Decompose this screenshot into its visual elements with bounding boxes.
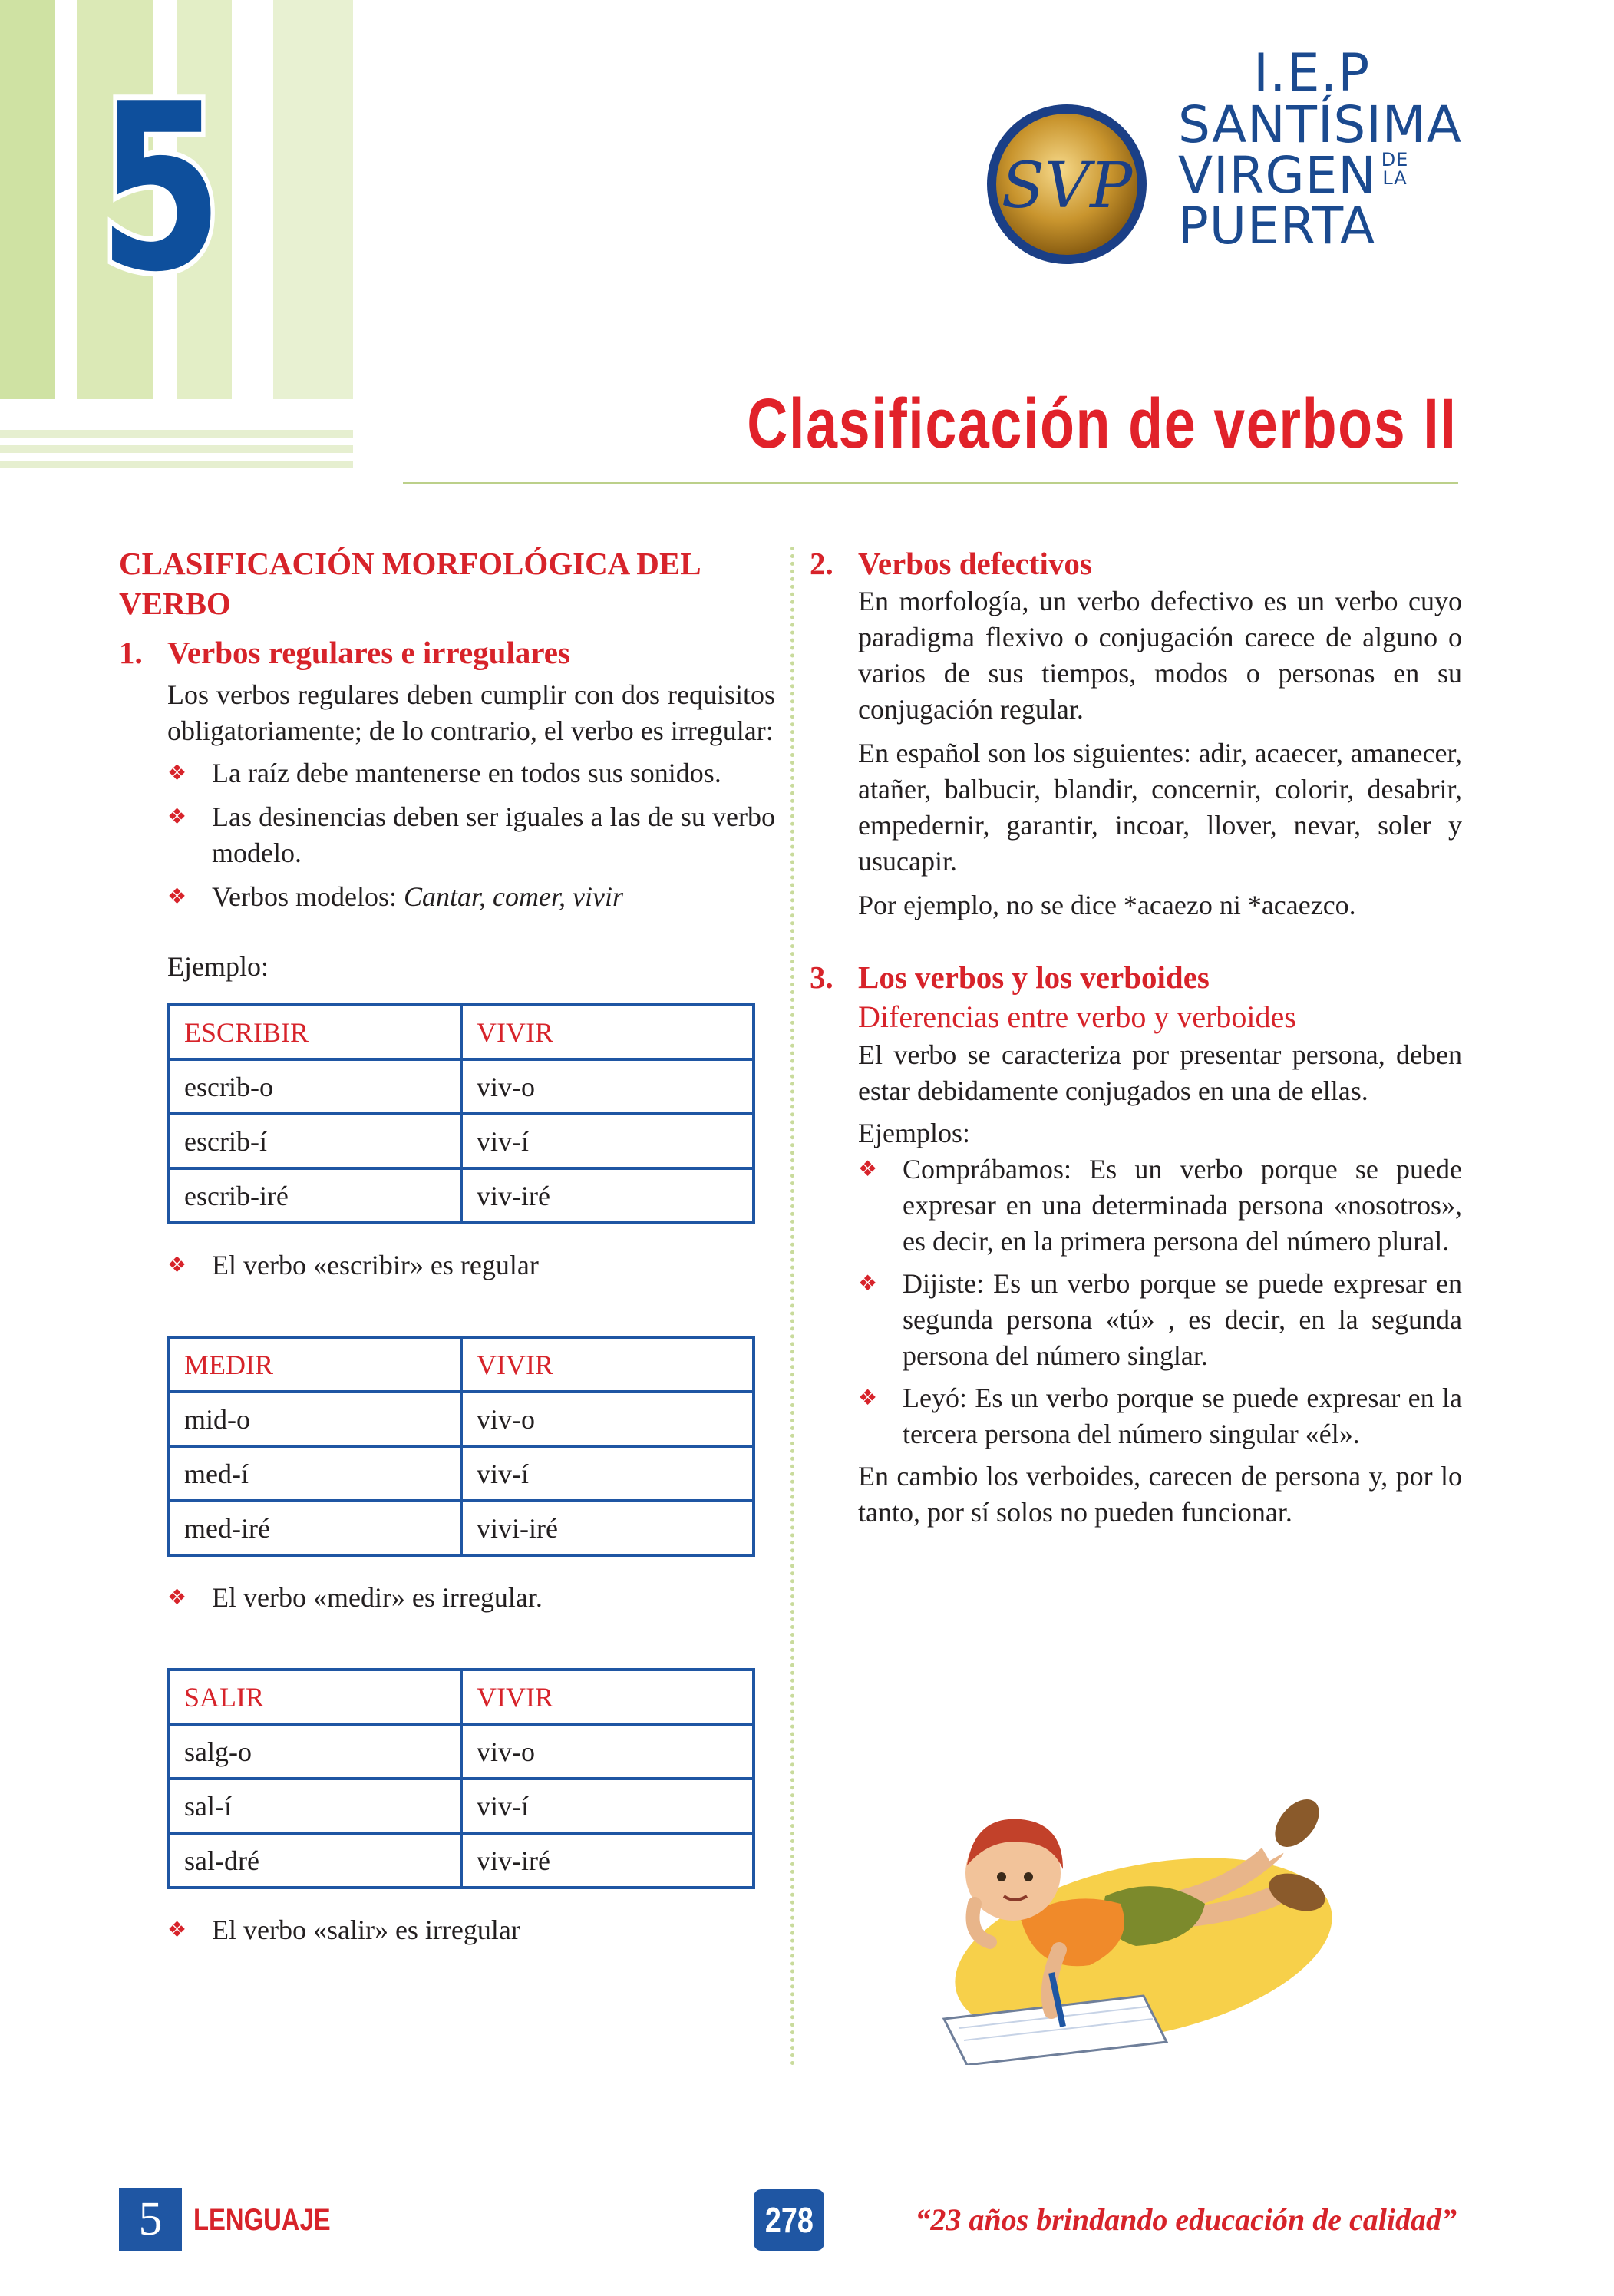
verb-models: Cantar, comer, vivir bbox=[403, 881, 623, 912]
table-row: escrib-í viv-í bbox=[169, 1114, 754, 1168]
school-line-virgen: VIRGEN bbox=[1178, 146, 1377, 205]
section3-closing: En cambio los verboides, carecen de persona y, por lo tanto, por sí solos no pueden funcionar. bbox=[858, 1461, 1462, 1528]
bullet-icon: ❖ bbox=[167, 805, 187, 829]
school-name bbox=[1178, 43, 1462, 256]
page-number: 278 bbox=[754, 2189, 824, 2251]
footer-grade-badge: 5 bbox=[119, 2188, 182, 2251]
table-row: sal-í viv-í bbox=[169, 1779, 754, 1833]
section3-heading: 3. Los verbos y los verboides bbox=[810, 960, 1210, 995]
table-row: med-í viv-í bbox=[169, 1446, 754, 1501]
title-rule bbox=[403, 482, 1458, 484]
list-item: ❖ Comprábamos: Es un verbo porque se puede expresar en una determinada persona «nosotros», es decir, en la primera persona del número plural. bbox=[810, 1151, 1462, 1260]
table-medir: MEDIR VIVIR mid-o viv-o med-í viv-í med-iré vivi-iré bbox=[167, 1336, 755, 1557]
table-row: escrib-iré viv-iré bbox=[169, 1168, 754, 1223]
list-item: ❖ El verbo «medir» es irregular. bbox=[119, 1580, 775, 1616]
bullet-icon: ❖ bbox=[858, 1386, 878, 1410]
unit-number: 5 bbox=[98, 55, 223, 322]
bullet-icon: ❖ bbox=[167, 1586, 187, 1610]
table-escribir: ESCRIBIR VIVIR escrib-o viv-o escrib-í viv-í escrib-iré viv-iré bbox=[167, 1003, 755, 1224]
section2-paragraph: En morfología, un verbo defectivo es un verbo cuyo paradigma flexivo o conjugación carece de alguno o varios de sus tiempos, modos o personas en su conjugación regular. bbox=[858, 586, 1462, 725]
school-small-la: LA bbox=[1382, 167, 1408, 189]
section3-subtitle: Diferencias entre verbo y verboides bbox=[858, 999, 1296, 1034]
footer-slogan: “23 años brindando educación de calidad” bbox=[915, 2202, 1457, 2237]
left-column bbox=[119, 543, 775, 1948]
table-row: sal-dré viv-iré bbox=[169, 1833, 754, 1888]
section2-paragraph: Por ejemplo, no se dice *acaezo ni *acaezco. bbox=[858, 890, 1356, 920]
bullet-icon: ❖ bbox=[858, 1158, 878, 1181]
bullet-icon: ❖ bbox=[167, 885, 187, 909]
school-line-puerta: PUERTA bbox=[1178, 197, 1376, 256]
list-item: ❖ El verbo «salir» es irregular bbox=[119, 1912, 775, 1948]
child-drawing-illustration bbox=[913, 1743, 1343, 2065]
school-small-de: DE bbox=[1381, 149, 1409, 170]
bullet-icon: ❖ bbox=[167, 761, 187, 785]
school-line-santisima: SANTÍSIMA bbox=[1178, 95, 1462, 154]
list-item: ❖ El verbo «escribir» es regular bbox=[119, 1247, 775, 1283]
bullet-icon: ❖ bbox=[167, 1254, 187, 1277]
list-item: ❖ La raíz debe mantenerse en todos sus sonidos. bbox=[119, 755, 775, 791]
table-salir: SALIR VIVIR salg-o viv-o sal-í viv-í sal-dré viv-iré bbox=[167, 1668, 755, 1889]
page-title: Clasificación de verbos II bbox=[746, 385, 1457, 463]
list-item: ❖ Leyó: Es un verbo porque se puede expresar en la tercera persona del número singular «él». bbox=[810, 1380, 1462, 1452]
svg-text:SVP: SVP bbox=[1001, 150, 1133, 223]
section2-paragraph: En español son los siguientes: adir, acaecer, amanecer, atañer, balbucir, blandir, concernir, colorir, desabrir, empedernir, garantir, incoar, llover, nevar, soler y usucapir. bbox=[858, 738, 1462, 877]
column-divider bbox=[790, 547, 794, 2066]
school-logo bbox=[982, 100, 1151, 269]
table-row: escrib-o viv-o bbox=[169, 1059, 754, 1114]
examples-label: Ejemplos: bbox=[858, 1118, 970, 1148]
main-heading: CLASIFICACIÓN MORFOLÓGICA DEL VERBO bbox=[119, 546, 700, 621]
footer-subject: LENGUAJE bbox=[193, 2203, 331, 2237]
bullet-icon: ❖ bbox=[167, 1918, 187, 1942]
list-item: ❖ Verbos modelos: Cantar, comer, vivir bbox=[119, 879, 775, 915]
bullet-icon: ❖ bbox=[858, 1272, 878, 1296]
example-label: Ejemplo: bbox=[167, 951, 269, 982]
list-item: ❖ Las desinencias deben ser iguales a las de su verbo modelo. bbox=[119, 799, 775, 871]
list-item: ❖ Dijiste: Es un verbo porque se puede expresar en segunda persona «tú» , es decir, en la segunda persona del número singlar. bbox=[810, 1266, 1462, 1374]
table-row: salg-o viv-o bbox=[169, 1724, 754, 1779]
section1-heading: 1. Verbos regulares e irregulares bbox=[119, 635, 570, 670]
header-lines bbox=[0, 430, 353, 476]
section1-intro: Los verbos regulares deben cumplir con dos requisitos obligatoriamente; de lo contrario, el verbo es irregular: bbox=[167, 679, 775, 746]
table-row: mid-o viv-o bbox=[169, 1392, 754, 1446]
right-column bbox=[810, 543, 1462, 1531]
section2-heading: 2. Verbos defectivos bbox=[810, 546, 1092, 581]
school-line-iep: I.E.P bbox=[1253, 43, 1371, 104]
section3-paragraph: El verbo se caracteriza por presentar persona, deben estar debidamente conjugados en una de ellas. bbox=[858, 1039, 1462, 1106]
table-row: med-iré vivi-iré bbox=[169, 1501, 754, 1555]
